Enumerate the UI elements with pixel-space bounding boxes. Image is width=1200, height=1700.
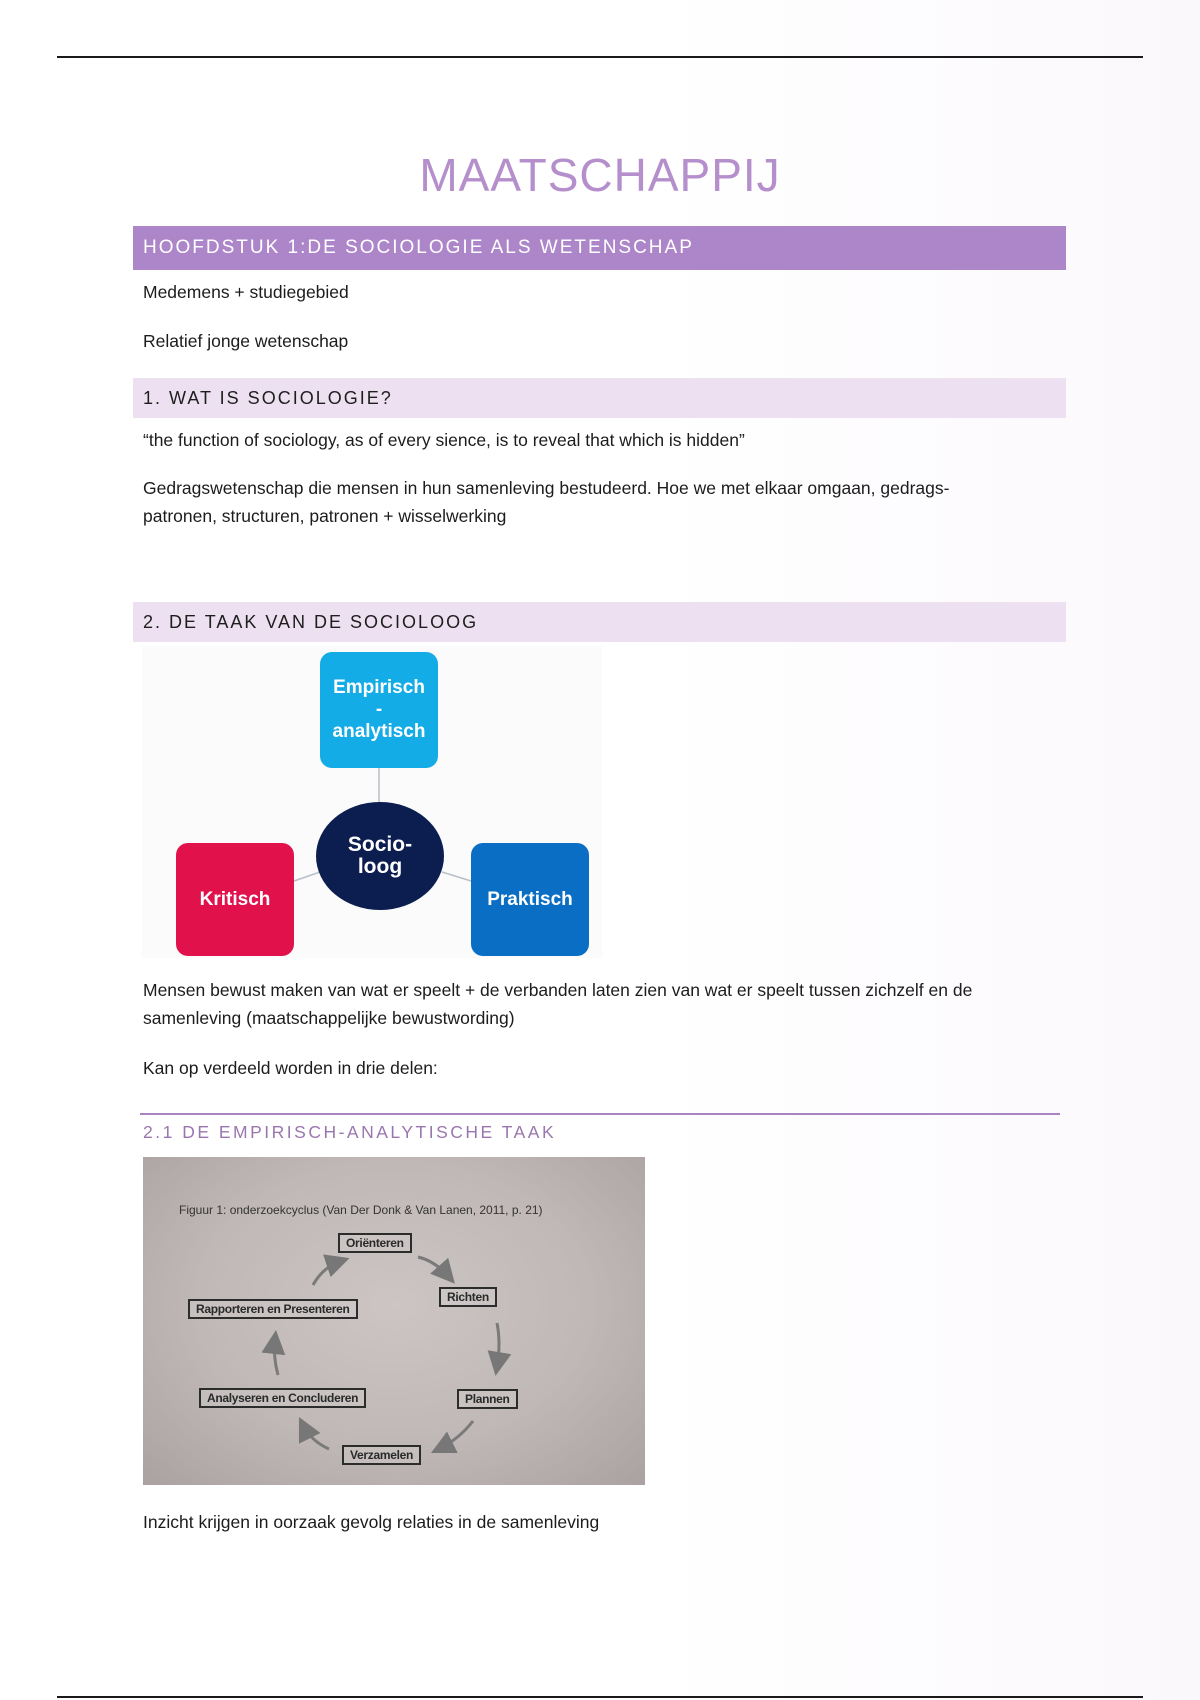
step-analyseren: Analyseren en Concluderen xyxy=(199,1388,366,1408)
node-label: analytisch xyxy=(332,721,426,742)
research-cycle-photo xyxy=(143,1157,645,1485)
step-orienteren: Oriënteren xyxy=(338,1233,412,1253)
subsection-2-1-heading: 2.1 DE EMPIRISCH-ANALYTISCHE TAAK xyxy=(143,1122,557,1142)
step-plannen: Plannen xyxy=(457,1389,518,1409)
header-rule xyxy=(57,56,1143,58)
node-label: - xyxy=(375,699,383,720)
figure-caption: Figuur 1: onderzoekcyclus (Van Der Donk & Van Lanen, 2011, p. 21) xyxy=(179,1203,543,1217)
praktisch-node xyxy=(471,843,589,956)
sociologist-tasks-diagram xyxy=(142,646,602,958)
node-label: Socio- xyxy=(347,833,413,856)
section-2-body-line-2: samenleving (maatschappelijke bewustwording) xyxy=(143,1008,515,1028)
node-label: loog xyxy=(357,855,403,878)
section-2-heading-bar xyxy=(133,602,1066,642)
intro-line-1: Medemens + studiegebied xyxy=(143,282,349,302)
section-2-split-text: Kan op verdeeld worden in drie delen: xyxy=(143,1058,438,1078)
kritisch-node xyxy=(176,843,294,956)
step-rapporteren: Rapporteren en Presenteren xyxy=(188,1299,358,1319)
section-1-heading: 1. WAT IS SOCIOLOGIE? xyxy=(143,388,393,408)
cycle-arrows xyxy=(143,1157,645,1485)
section-2-heading: 2. DE TAAK VAN DE SOCIOLOOG xyxy=(143,612,479,632)
section-1-heading-bar xyxy=(133,378,1066,418)
empirisch-analytisch-node xyxy=(320,652,438,768)
node-label: Empirisch xyxy=(333,677,425,698)
subsection-rule xyxy=(140,1113,1060,1115)
section-1-body-line-1: Gedragswetenschap die mensen in hun samenleving bestudeerd. Hoe we met elkaar omgaan, gedrags- xyxy=(143,478,950,498)
section-2-1-conclusion: Inzicht krijgen in oorzaak gevolg relaties in de samenleving xyxy=(143,1512,600,1532)
step-verzamelen: Verzamelen xyxy=(342,1445,421,1465)
footer-rule xyxy=(57,1696,1143,1698)
section-2-body-line-1: Mensen bewust maken van wat er speelt + de verbanden laten zien van wat er speelt tussen zichzelf en de xyxy=(143,980,973,1000)
section-1-quote: “the function of sociology, as of every sience, is to reveal that which is hidden” xyxy=(143,430,745,450)
chapter-heading: HOOFDSTUK 1:DE SOCIOLOGIE ALS WETENSCHAP xyxy=(143,237,694,258)
node-label: Praktisch xyxy=(487,888,573,910)
node-label: Kritisch xyxy=(199,888,271,910)
socioloog-center-node xyxy=(316,802,444,910)
chapter-heading-bar xyxy=(133,226,1066,270)
section-1-body-line-2: patronen, structuren, patronen + wisselwerking xyxy=(143,506,507,526)
intro-line-2: Relatief jonge wetenschap xyxy=(143,331,349,351)
document-title: MAATSCHAPPIJ xyxy=(419,149,781,201)
step-richten: Richten xyxy=(439,1287,497,1307)
